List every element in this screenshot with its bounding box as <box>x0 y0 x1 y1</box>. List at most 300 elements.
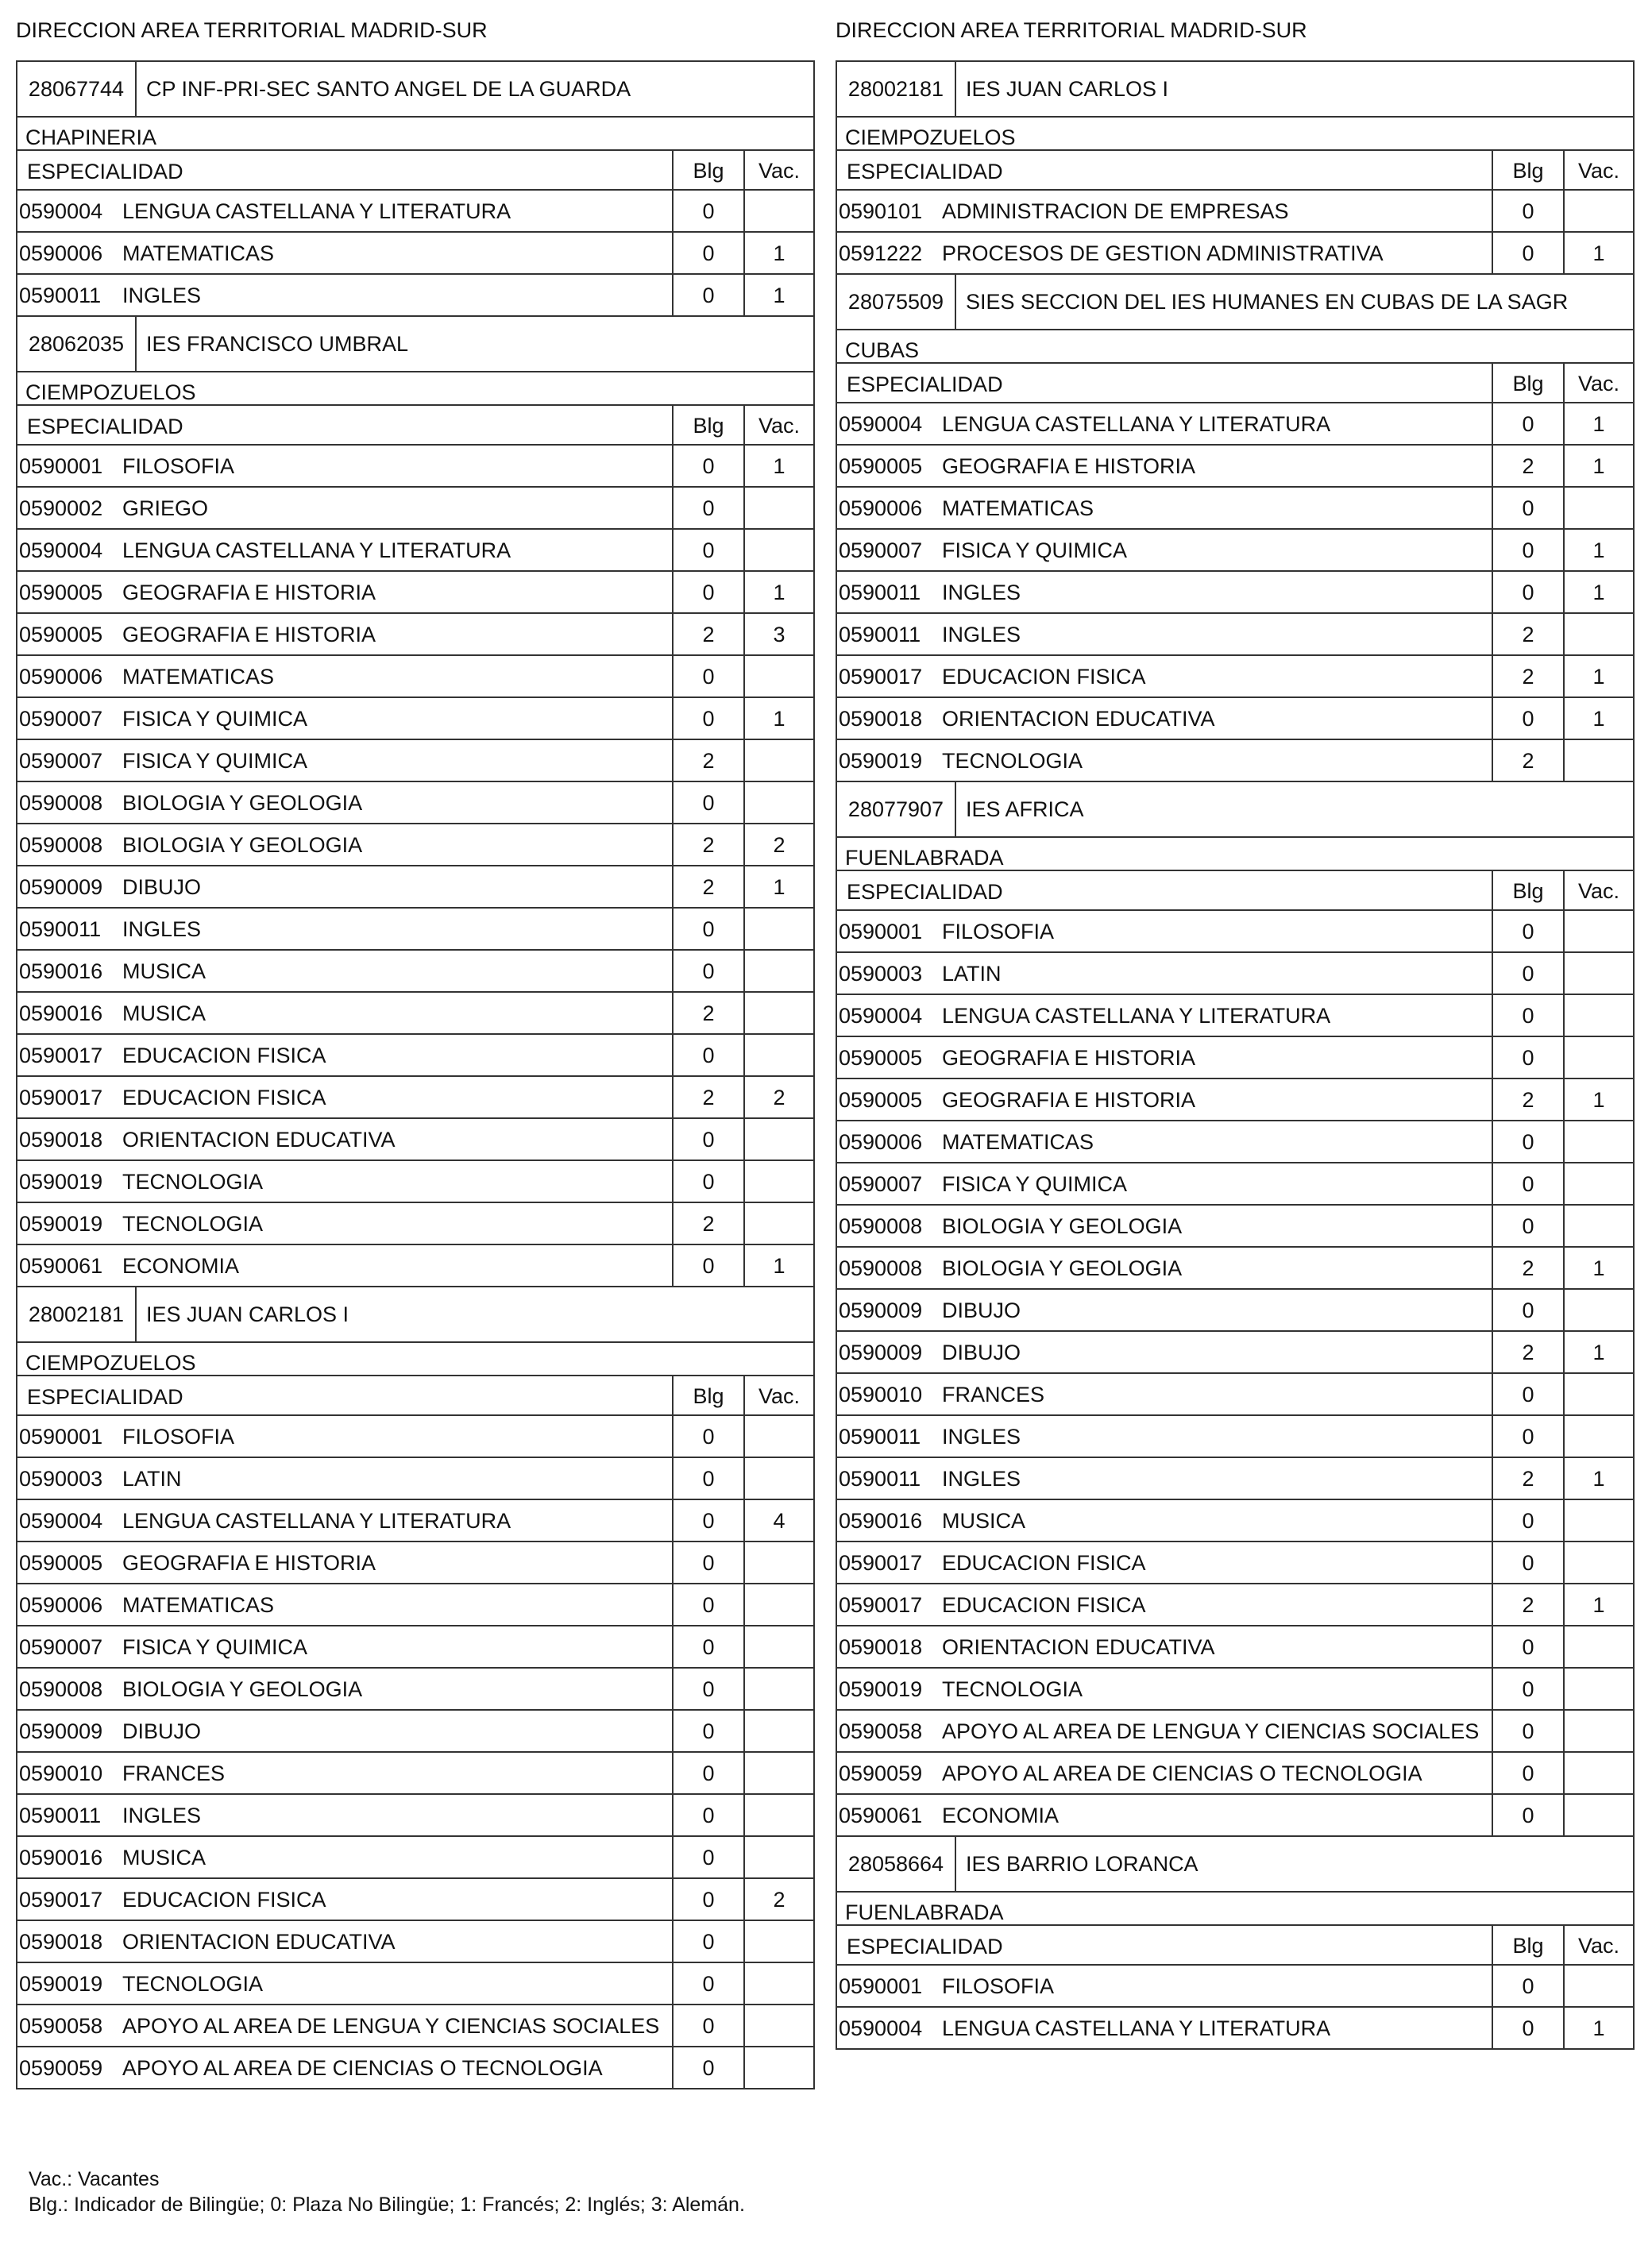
table-row <box>837 1374 1633 1416</box>
specialty-name: LATIN <box>122 1467 182 1491</box>
vac-value <box>1563 740 1633 781</box>
blg-value: 0 <box>1492 2008 1563 2048</box>
blg-value: 0 <box>1492 1500 1563 1541</box>
specialty-name: TECNOLOGIA <box>122 1972 264 1996</box>
blg-value: 0 <box>672 1161 743 1202</box>
school-code: 28077907 <box>837 782 956 836</box>
specialty-cell <box>17 2047 672 2088</box>
especialidad-header: ESPECIALIDAD <box>847 1935 1003 1958</box>
table-row <box>837 1669 1633 1711</box>
specialty-cell <box>837 698 1492 739</box>
table-row <box>17 1542 813 1584</box>
vac-value: 1 <box>1563 1332 1633 1372</box>
vac-value: 1 <box>1563 1584 1633 1625</box>
specialty-name: LENGUA CASTELLANA Y LITERATURA <box>122 1509 511 1533</box>
specialty-cell <box>17 1077 672 1117</box>
vac-header: Vac. <box>743 151 813 189</box>
table-row <box>837 403 1633 446</box>
specialty-name: EDUCACION FISICA <box>942 1551 1146 1575</box>
blg-value: 0 <box>1492 488 1563 528</box>
vac-value: 2 <box>743 1879 813 1920</box>
column-heading: DIRECCION AREA TERRITORIAL MADRID-SUR <box>16 18 488 42</box>
specialty-name: PROCESOS DE GESTION ADMINISTRATIVA <box>942 241 1384 265</box>
left-column <box>16 14 815 2089</box>
specialty-table <box>836 60 1635 2050</box>
specialty-code: 0590004 <box>839 412 923 436</box>
vac-header: Vac. <box>1563 871 1633 909</box>
vac-value: 2 <box>743 824 813 865</box>
vac-value: 1 <box>1563 698 1633 739</box>
vac-value: 1 <box>1563 1079 1633 1120</box>
specialty-name: INGLES <box>122 1804 202 1827</box>
table-row <box>837 1966 1633 2008</box>
table-row <box>837 1332 1633 1374</box>
specialty-name: ECONOMIA <box>122 1254 240 1278</box>
specialty-code: 0590007 <box>839 1172 923 1196</box>
specialty-code: 0590058 <box>19 2014 103 2038</box>
blg-header: Blg <box>1492 151 1563 189</box>
school-header-row <box>17 317 813 372</box>
specialty-code: 0590007 <box>839 538 923 562</box>
specialty-code: 0590059 <box>19 2056 103 2080</box>
school-town: CUBAS <box>837 330 1633 364</box>
vac-value <box>1563 995 1633 1036</box>
blg-value: 0 <box>1492 191 1563 231</box>
specialty-name: ADMINISTRACION DE EMPRESAS <box>942 199 1289 223</box>
specialty-cell <box>837 614 1492 654</box>
specialty-code: 0590058 <box>839 1719 923 1743</box>
specialty-name: MATEMATICAS <box>122 241 275 265</box>
specialty-code: 0590011 <box>839 1425 921 1449</box>
specialty-code: 0590009 <box>19 1719 103 1743</box>
specialty-name: FRANCES <box>122 1761 226 1785</box>
specialty-name: EDUCACION FISICA <box>942 1593 1146 1617</box>
right-column <box>836 14 1635 2050</box>
table-row <box>837 1542 1633 1584</box>
specialty-code: 0590001 <box>19 1425 103 1449</box>
specialty-cell <box>837 1584 1492 1625</box>
specialty-cell <box>837 1966 1492 2006</box>
blg-value: 0 <box>1492 403 1563 444</box>
specialty-cell <box>17 1161 672 1202</box>
specialty-cell <box>17 1542 672 1583</box>
blg-value: 0 <box>672 1669 743 1709</box>
vac-value <box>743 1035 813 1075</box>
blg-value: 2 <box>672 740 743 781</box>
school-code: 28062035 <box>17 317 137 371</box>
blg-header: Blg <box>672 151 743 189</box>
blg-value: 0 <box>672 191 743 231</box>
school-name: IES BARRIO LORANCA <box>966 1851 1198 1876</box>
vac-value <box>1563 1163 1633 1204</box>
specialty-code: 0590003 <box>19 1467 103 1491</box>
specialty-cell <box>17 698 672 739</box>
specialty-name: GEOGRAFIA E HISTORIA <box>122 1551 376 1575</box>
specialty-name: ORIENTACION EDUCATIVA <box>122 1930 396 1954</box>
vac-value: 1 <box>743 233 813 273</box>
vac-header: Vac. <box>743 1376 813 1414</box>
table-row <box>17 1203 813 1245</box>
specialty-code: 0590009 <box>19 875 103 899</box>
blg-value: 0 <box>672 572 743 612</box>
specialty-name: DIBUJO <box>122 1719 202 1743</box>
specialty-name: APOYO AL AREA DE CIENCIAS O TECNOLOGIA <box>942 1761 1422 1785</box>
specialty-name: DIBUJO <box>122 875 202 899</box>
blg-value: 2 <box>1492 1584 1563 1625</box>
specialty-cell <box>837 1374 1492 1414</box>
specialty-code: 0590005 <box>839 1088 923 1112</box>
specialty-name: MATEMATICAS <box>942 1130 1094 1154</box>
vac-value: 1 <box>1563 403 1633 444</box>
column-header-row <box>837 871 1633 911</box>
specialty-name: MATEMATICAS <box>942 496 1094 520</box>
specialty-code: 0590019 <box>19 1212 103 1236</box>
school-header-row <box>837 275 1633 330</box>
specialty-code: 0590004 <box>19 1509 103 1533</box>
specialty-cell <box>17 1626 672 1667</box>
school-name: IES FRANCISCO UMBRAL <box>146 331 409 356</box>
vac-value <box>1563 488 1633 528</box>
specialty-code: 0590017 <box>839 1551 923 1575</box>
vac-value <box>1563 1795 1633 1835</box>
specialty-name: TECNOLOGIA <box>122 1212 264 1236</box>
specialty-code: 0590002 <box>19 496 103 520</box>
blg-value: 2 <box>672 1077 743 1117</box>
specialty-cell <box>17 2005 672 2046</box>
specialty-cell <box>837 656 1492 696</box>
table-row <box>17 191 813 233</box>
especialidad-header: ESPECIALIDAD <box>847 372 1003 396</box>
school-header-row <box>837 782 1633 838</box>
vac-value <box>743 1795 813 1835</box>
specialty-name: BIOLOGIA Y GEOLOGIA <box>122 833 363 857</box>
column-header-row <box>17 151 813 191</box>
specialty-cell <box>837 1248 1492 1288</box>
column-header-row <box>837 151 1633 191</box>
specialty-cell <box>17 993 672 1033</box>
blg-value: 0 <box>1492 1121 1563 1162</box>
blg-header: Blg <box>1492 871 1563 909</box>
blg-value: 2 <box>1492 656 1563 696</box>
specialty-name: GEOGRAFIA E HISTORIA <box>122 581 376 604</box>
table-row <box>17 1416 813 1458</box>
specialty-name: BIOLOGIA Y GEOLOGIA <box>122 791 363 815</box>
table-row <box>17 1161 813 1203</box>
blg-value: 0 <box>672 782 743 823</box>
specialty-cell <box>17 275 672 315</box>
blg-header: Blg <box>1492 364 1563 402</box>
specialty-name: EDUCACION FISICA <box>122 1888 326 1912</box>
specialty-cell <box>837 1121 1492 1162</box>
specialty-code: 0590001 <box>19 454 103 478</box>
vac-value <box>1563 911 1633 951</box>
vac-value <box>743 1458 813 1499</box>
vac-value: 1 <box>1563 572 1633 612</box>
blg-value: 0 <box>672 656 743 696</box>
blg-value: 2 <box>672 614 743 654</box>
specialty-cell <box>17 782 672 823</box>
specialty-cell <box>837 233 1492 273</box>
legend-bilingue: Blg.: Indicador de Bilingüe; 0: Plaza No Bilingüe; 1: Francés; 2: Inglés; 3: Alemán. <box>29 2194 745 2216</box>
specialty-name: FILOSOFIA <box>942 920 1055 943</box>
blg-value: 2 <box>1492 446 1563 486</box>
specialty-name: BIOLOGIA Y GEOLOGIA <box>942 1256 1183 1280</box>
specialty-cell <box>17 572 672 612</box>
table-row <box>17 866 813 909</box>
specialty-code: 0590061 <box>839 1804 923 1827</box>
vac-value <box>743 1203 813 1244</box>
table-row <box>17 656 813 698</box>
specialty-name: FISICA Y QUIMICA <box>122 707 308 731</box>
specialty-code: 0590018 <box>19 1128 103 1152</box>
vac-value: 1 <box>743 1245 813 1286</box>
school-town: CIEMPOZUELOS <box>17 372 813 406</box>
table-row <box>17 909 813 951</box>
table-row <box>17 1963 813 2005</box>
specialty-cell <box>837 1711 1492 1751</box>
blg-value: 0 <box>1492 1416 1563 1457</box>
specialty-code: 0590011 <box>839 581 921 604</box>
school-town: FUENLABRADA <box>837 838 1633 871</box>
specialty-cell <box>17 824 672 865</box>
specialty-name: GEOGRAFIA E HISTORIA <box>942 454 1196 478</box>
vac-value: 1 <box>1563 1248 1633 1288</box>
specialty-cell <box>17 1584 672 1625</box>
vac-header: Vac. <box>1563 1926 1633 1964</box>
blg-value: 2 <box>672 866 743 907</box>
specialty-code: 0590003 <box>839 962 923 986</box>
vac-value <box>743 2005 813 2046</box>
specialty-code: 0590017 <box>19 1086 103 1109</box>
vac-value: 1 <box>1563 530 1633 570</box>
specialty-cell <box>17 1035 672 1075</box>
specialty-name: DIBUJO <box>942 1341 1021 1364</box>
vac-header: Vac. <box>1563 151 1633 189</box>
table-row <box>837 1079 1633 1121</box>
specialty-cell <box>17 1119 672 1160</box>
school-name: IES JUAN CARLOS I <box>146 1302 349 1326</box>
blg-value: 2 <box>1492 1079 1563 1120</box>
specialty-cell <box>17 1753 672 1793</box>
vac-value <box>743 530 813 570</box>
table-row <box>17 488 813 530</box>
vac-value: 4 <box>743 1500 813 1541</box>
specialty-cell <box>17 614 672 654</box>
specialty-name: FILOSOFIA <box>122 454 235 478</box>
specialty-name: EDUCACION FISICA <box>942 665 1146 689</box>
vac-value <box>743 1161 813 1202</box>
specialty-name: GRIEGO <box>122 496 209 520</box>
specialty-code: 0590016 <box>839 1509 923 1533</box>
blg-value: 0 <box>672 233 743 273</box>
specialty-code: 0590009 <box>839 1341 923 1364</box>
table-row <box>17 993 813 1035</box>
table-row <box>17 824 813 866</box>
blg-value: 0 <box>672 1458 743 1499</box>
vac-value <box>1563 1500 1633 1541</box>
column-header-row <box>17 406 813 446</box>
blg-header: Blg <box>672 1376 743 1414</box>
table-row <box>837 1626 1633 1669</box>
specialty-code: 0590005 <box>839 1046 923 1070</box>
especialidad-header: ESPECIALIDAD <box>847 880 1003 904</box>
table-row <box>17 1879 813 1921</box>
specialty-name: LENGUA CASTELLANA Y LITERATURA <box>942 412 1331 436</box>
specialty-name: GEOGRAFIA E HISTORIA <box>942 1046 1196 1070</box>
specialty-code: 0590004 <box>19 538 103 562</box>
blg-value: 0 <box>1492 911 1563 951</box>
vac-value <box>1563 1753 1633 1793</box>
vac-value <box>743 1119 813 1160</box>
specialty-cell <box>17 740 672 781</box>
specialty-cell <box>837 1416 1492 1457</box>
specialty-cell <box>837 191 1492 231</box>
table-row <box>837 953 1633 995</box>
table-row <box>17 1245 813 1287</box>
blg-value: 0 <box>672 275 743 315</box>
blg-value: 0 <box>672 1963 743 2004</box>
specialty-cell <box>837 1626 1492 1667</box>
table-row <box>17 1500 813 1542</box>
specialty-cell <box>17 1837 672 1877</box>
specialty-cell <box>837 446 1492 486</box>
vac-value <box>743 1626 813 1667</box>
specialty-name: ORIENTACION EDUCATIVA <box>942 707 1215 731</box>
specialty-name: INGLES <box>942 581 1021 604</box>
vac-value <box>1563 1966 1633 2006</box>
school-town: CIEMPOZUELOS <box>837 118 1633 151</box>
specialty-name: MUSICA <box>942 1509 1026 1533</box>
specialty-code: 0590011 <box>19 917 102 941</box>
specialty-code: 0590007 <box>19 1635 103 1659</box>
specialty-cell <box>17 191 672 231</box>
blg-value: 0 <box>672 488 743 528</box>
specialty-name: LATIN <box>942 962 1002 986</box>
specialty-code: 0590018 <box>839 1635 923 1659</box>
specialty-code: 0590019 <box>19 1972 103 1996</box>
vac-value <box>1563 953 1633 994</box>
specialty-code: 0590005 <box>19 623 103 646</box>
specialty-cell <box>17 530 672 570</box>
table-row <box>17 1795 813 1837</box>
table-row <box>837 656 1633 698</box>
specialty-name: INGLES <box>942 1467 1021 1491</box>
table-row <box>837 995 1633 1037</box>
specialty-code: 0590061 <box>19 1254 103 1278</box>
specialty-code: 0590004 <box>839 1004 923 1028</box>
school-header-row <box>837 62 1633 118</box>
table-row <box>837 1584 1633 1626</box>
table-row <box>837 614 1633 656</box>
table-row <box>17 740 813 782</box>
column-header-row <box>837 364 1633 403</box>
specialty-cell <box>837 1542 1492 1583</box>
specialty-cell <box>17 1245 672 1286</box>
table-row <box>837 1458 1633 1500</box>
especialidad-header: ESPECIALIDAD <box>847 160 1003 183</box>
school-code: 28058664 <box>837 1837 956 1891</box>
vac-value <box>1563 1669 1633 1709</box>
vac-value <box>743 740 813 781</box>
specialty-name: LENGUA CASTELLANA Y LITERATURA <box>122 199 511 223</box>
table-row <box>17 275 813 317</box>
vac-value <box>1563 1374 1633 1414</box>
vac-header: Vac. <box>743 406 813 444</box>
specialty-code: 0591222 <box>839 241 923 265</box>
table-row <box>17 1711 813 1753</box>
vac-value: 1 <box>1563 656 1633 696</box>
specialty-name: LENGUA CASTELLANA Y LITERATURA <box>122 538 511 562</box>
table-row <box>17 1626 813 1669</box>
blg-value: 2 <box>672 993 743 1033</box>
vac-value <box>1563 1542 1633 1583</box>
specialty-code: 0590008 <box>19 833 103 857</box>
school-header-row <box>837 1837 1633 1893</box>
blg-value: 0 <box>1492 1206 1563 1246</box>
school-code: 28067744 <box>17 62 137 116</box>
specialty-name: INGLES <box>942 623 1021 646</box>
specialty-name: INGLES <box>122 917 202 941</box>
vac-header: Vac. <box>1563 364 1633 402</box>
specialty-code: 0590010 <box>19 1761 103 1785</box>
specialty-name: TECNOLOGIA <box>942 749 1083 773</box>
table-row <box>17 782 813 824</box>
specialty-name: LENGUA CASTELLANA Y LITERATURA <box>942 2016 1331 2040</box>
specialty-cell <box>17 1795 672 1835</box>
specialty-name: GEOGRAFIA E HISTORIA <box>122 623 376 646</box>
blg-header: Blg <box>672 406 743 444</box>
specialty-name: INGLES <box>122 284 202 307</box>
specialty-name: ORIENTACION EDUCATIVA <box>122 1128 396 1152</box>
table-row <box>837 1795 1633 1837</box>
school-name: SIES SECCION DEL IES HUMANES EN CUBAS DE LA SAGR <box>966 289 1569 314</box>
vac-value: 1 <box>1563 2008 1633 2048</box>
specialty-name: APOYO AL AREA DE CIENCIAS O TECNOLOGIA <box>122 2056 603 2080</box>
specialty-cell <box>837 403 1492 444</box>
vac-value <box>743 1921 813 1962</box>
school-name: IES JUAN CARLOS I <box>966 76 1169 101</box>
vac-value <box>743 1416 813 1457</box>
table-row <box>17 1077 813 1119</box>
blg-value: 0 <box>672 951 743 991</box>
specialty-name: EDUCACION FISICA <box>122 1044 326 1067</box>
specialty-name: LENGUA CASTELLANA Y LITERATURA <box>942 1004 1331 1028</box>
specialty-name: MATEMATICAS <box>122 665 275 689</box>
vac-value <box>743 2047 813 2088</box>
specialty-code: 0590004 <box>19 199 103 223</box>
school-town: CHAPINERIA <box>17 118 813 151</box>
blg-value: 0 <box>672 1921 743 1962</box>
specialty-code: 0590019 <box>839 749 923 773</box>
school-code: 28002181 <box>837 62 956 116</box>
specialty-code: 0590011 <box>19 284 102 307</box>
specialty-code: 0590005 <box>839 454 923 478</box>
blg-value: 0 <box>672 1035 743 1075</box>
table-row <box>837 2008 1633 2050</box>
table-row <box>837 488 1633 530</box>
specialty-cell <box>17 1921 672 1962</box>
blg-value: 0 <box>1492 1669 1563 1709</box>
specialty-name: ECONOMIA <box>942 1804 1060 1827</box>
blg-value: 0 <box>672 1500 743 1541</box>
blg-value: 0 <box>672 2047 743 2088</box>
table-row <box>837 911 1633 953</box>
specialty-name: TECNOLOGIA <box>122 1170 264 1194</box>
specialty-code: 0590017 <box>19 1044 103 1067</box>
blg-value: 0 <box>672 1542 743 1583</box>
vac-value <box>743 656 813 696</box>
table-row <box>17 1837 813 1879</box>
